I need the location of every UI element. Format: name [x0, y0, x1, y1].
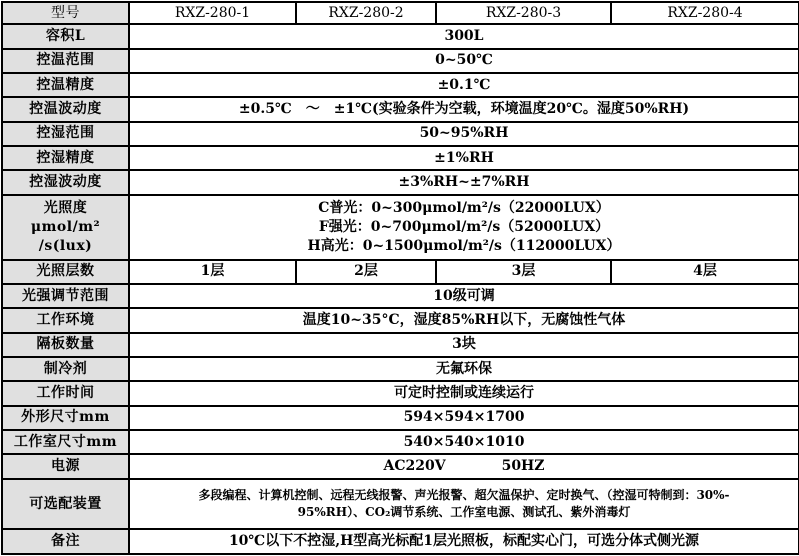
humidity-fluctuation-label: 控湿波动度 — [2, 170, 129, 194]
power-row — [2, 454, 799, 478]
humidity-fluctuation-row — [2, 170, 799, 194]
temp-fluctuation-value: ±0.5℃ ～ ±1℃(实验条件为空载，环境温度20℃。湿度50%RH) — [129, 97, 799, 121]
shelves-row — [2, 333, 799, 357]
chamber-size-value: 540×540×1010 — [129, 430, 799, 454]
light-layers-3: 3层 — [436, 260, 611, 284]
work-time-row — [2, 381, 799, 405]
volume-row — [2, 24, 799, 48]
illumination-label-line: μmol/m² — [30, 218, 101, 235]
temp-range-value: 0~50℃ — [129, 49, 799, 73]
illumination-label — [2, 195, 129, 260]
volume-value: 300L — [129, 24, 799, 48]
temp-precision-row — [2, 73, 799, 97]
outer-size-row — [2, 406, 799, 430]
power-value: AC220V 50HZ — [129, 454, 799, 478]
light-layers-4: 4层 — [611, 260, 799, 284]
refrigerant-label: 制冷剂 — [2, 357, 129, 381]
remarks-value: 10℃以下不控湿,H型高光标配1层光照板，标配实心门，可选分体式侧光源 — [129, 529, 799, 554]
outer-size-value: 594×594×1700 — [129, 406, 799, 430]
light-adjust-label: 光强调节范围 — [2, 284, 129, 308]
light-layers-2: 2层 — [296, 260, 436, 284]
temp-fluctuation-label: 控温波动度 — [2, 97, 129, 121]
light-layers-label: 光照层数 — [2, 260, 129, 284]
illumination-value — [129, 195, 799, 260]
model-3: RXZ-280-3 — [436, 2, 611, 24]
humidity-range-label: 控湿范围 — [2, 122, 129, 146]
illumination-label-line: 光照度 — [43, 199, 88, 216]
optional-line: 多段编程、计算机控制、远程无线报警、声光报警、超欠温保护、定时换气、（控湿可特制到：30%- — [198, 488, 730, 503]
humidity-precision-row — [2, 146, 799, 170]
temp-fluctuation-row — [2, 97, 799, 121]
model-2: RXZ-280-2 — [296, 2, 436, 24]
model-label: 型号 — [2, 2, 129, 24]
model-row — [2, 2, 799, 24]
work-env-row — [2, 308, 799, 332]
optional-row — [2, 479, 799, 530]
temp-precision-label: 控温精度 — [2, 73, 129, 97]
work-env-label: 工作环境 — [2, 308, 129, 332]
chamber-size-label: 工作室尺寸mm — [2, 430, 129, 454]
work-time-value: 可定时控制或连续运行 — [129, 381, 799, 405]
temp-range-row — [2, 49, 799, 73]
remarks-label: 备注 — [2, 529, 129, 554]
humidity-range-value: 50~95%RH — [129, 122, 799, 146]
spec-table — [1, 1, 799, 555]
optional-line: 95%RH）、CO₂调节系统、工作室电源、测试孔、紫外消毒灯 — [297, 505, 631, 520]
illumination-label-line: /s(lux) — [38, 237, 93, 254]
chamber-size-row — [2, 430, 799, 454]
model-4: RXZ-280-4 — [611, 2, 799, 24]
shelves-label: 隔板数量 — [2, 333, 129, 357]
light-layers-row — [2, 260, 799, 284]
outer-size-label: 外形尺寸mm — [2, 406, 129, 430]
humidity-precision-value: ±1%RH — [129, 146, 799, 170]
remarks-row — [2, 529, 799, 554]
humidity-precision-label: 控湿精度 — [2, 146, 129, 170]
work-time-label: 工作时间 — [2, 381, 129, 405]
work-env-value: 温度10~35°C，湿度85%RH以下，无腐蚀性气体 — [129, 308, 799, 332]
illumination-line-f: F强光：0~700μmol/m²/s（52000LUX） — [318, 218, 610, 235]
power-label: 电源 — [2, 454, 129, 478]
optional-value — [129, 479, 799, 530]
illumination-line-h: H高光：0~1500μmol/m²/s（112000LUX） — [307, 237, 621, 254]
temp-precision-value: ±0.1℃ — [129, 73, 799, 97]
illumination-line-c: C普光：0~300μmol/m²/s（22000LUX） — [318, 199, 610, 216]
light-layers-1: 1层 — [129, 260, 296, 284]
model-1: RXZ-280-1 — [129, 2, 296, 24]
light-adjust-value: 10级可调 — [129, 284, 799, 308]
humidity-fluctuation-value: ±3%RH~±7%RH — [129, 170, 799, 194]
optional-label: 可选配装置 — [2, 479, 129, 530]
refrigerant-row — [2, 357, 799, 381]
light-adjust-row — [2, 284, 799, 308]
temp-range-label: 控温范围 — [2, 49, 129, 73]
illumination-row — [2, 195, 799, 260]
volume-label: 容积L — [2, 24, 129, 48]
refrigerant-value: 无氟环保 — [129, 357, 799, 381]
shelves-value: 3块 — [129, 333, 799, 357]
humidity-range-row — [2, 122, 799, 146]
